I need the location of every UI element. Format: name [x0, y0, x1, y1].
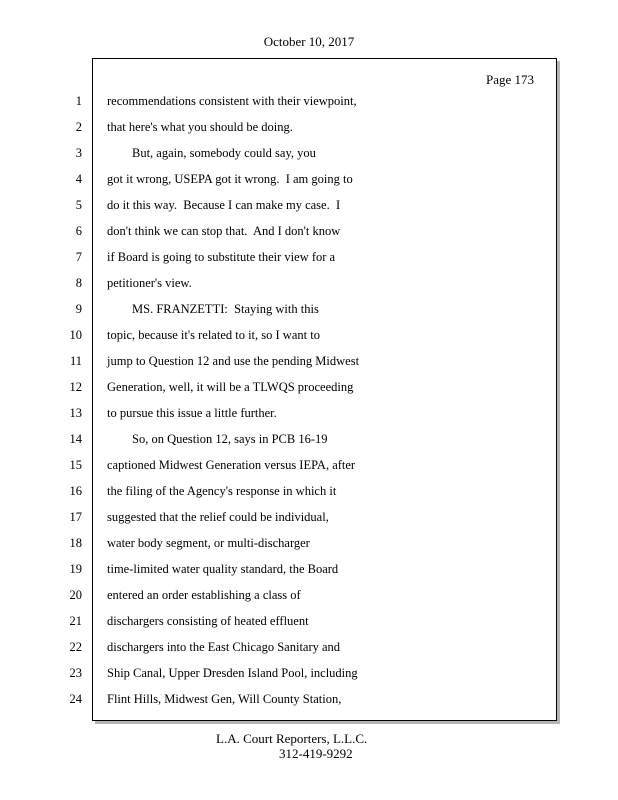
- transcript-line: do it this way. Because I can make my case. I: [107, 198, 341, 212]
- line-number: 4: [75, 172, 82, 186]
- line-number: 7: [75, 250, 82, 264]
- transcript-line: But, again, somebody could say, you: [107, 146, 316, 160]
- transcript-line: jump to Question 12 and use the pending Midwest: [107, 354, 360, 368]
- transcript-line: water body segment, or multi-discharger: [107, 536, 310, 550]
- transcript-line: dischargers consisting of heated effluent: [107, 614, 309, 628]
- line-number: 5: [75, 198, 82, 212]
- line-number: 12: [69, 380, 82, 394]
- transcript-line: if Board is going to substitute their view for a: [107, 250, 336, 264]
- transcript-line: that here's what you should be doing.: [107, 120, 293, 134]
- transcript-line: topic, because it's related to it, so I want to: [107, 328, 320, 342]
- line-number: 18: [69, 536, 82, 550]
- page-number: Page 173: [485, 72, 534, 87]
- reporter-company: L.A. Court Reporters, L.L.C.: [216, 731, 368, 746]
- transcript-line: recommendations consistent with their viewpoint,: [107, 94, 357, 108]
- line-number: 8: [75, 276, 82, 290]
- transcript-line: So, on Question 12, says in PCB 16-19: [107, 432, 328, 446]
- line-number: 15: [69, 458, 82, 472]
- transcript-line: the filing of the Agency's response in which it: [107, 484, 337, 498]
- line-number: 9: [75, 302, 82, 316]
- line-number: 1: [75, 94, 82, 108]
- line-number: 3: [75, 146, 82, 160]
- transcript-line: dischargers into the East Chicago Sanitary and: [107, 640, 341, 654]
- line-number: 6: [75, 224, 82, 238]
- line-number: 2: [75, 120, 82, 134]
- line-number: 11: [69, 354, 82, 368]
- transcript-line: to pursue this issue a little further.: [107, 406, 277, 420]
- line-number: 14: [69, 432, 82, 446]
- transcript-line: got it wrong, USEPA got it wrong. I am going to: [107, 172, 353, 186]
- reporter-phone: 312-419-9292: [279, 746, 353, 761]
- line-number: 13: [69, 406, 82, 420]
- line-number: 10: [69, 328, 82, 342]
- transcript-line: entered an order establishing a class of: [107, 588, 301, 602]
- transcript-line: Ship Canal, Upper Dresden Island Pool, including: [107, 666, 358, 680]
- transcript-line: suggested that the relief could be individual,: [107, 510, 329, 524]
- transcript-line: time-limited water quality standard, the Board: [107, 562, 339, 576]
- line-number: 24: [69, 692, 82, 706]
- transcript-line: petitioner's view.: [107, 276, 192, 290]
- line-number: 17: [69, 510, 82, 524]
- line-number: 16: [69, 484, 82, 498]
- transcript-date: October 10, 2017: [263, 34, 355, 49]
- transcript-line: don't think we can stop that. And I don't know: [107, 224, 341, 238]
- line-number: 21: [69, 614, 82, 628]
- transcript-line: Flint Hills, Midwest Gen, Will County Station,: [107, 692, 342, 706]
- line-number: 20: [69, 588, 82, 602]
- line-number: 19: [69, 562, 82, 576]
- line-number: 22: [69, 640, 82, 654]
- transcript-line: Generation, well, it will be a TLWQS proceeding: [107, 380, 354, 394]
- transcript-line: captioned Midwest Generation versus IEPA, after: [107, 458, 356, 472]
- transcript-line: MS. FRANZETTI: Staying with this: [107, 302, 319, 316]
- line-number: 23: [69, 666, 82, 680]
